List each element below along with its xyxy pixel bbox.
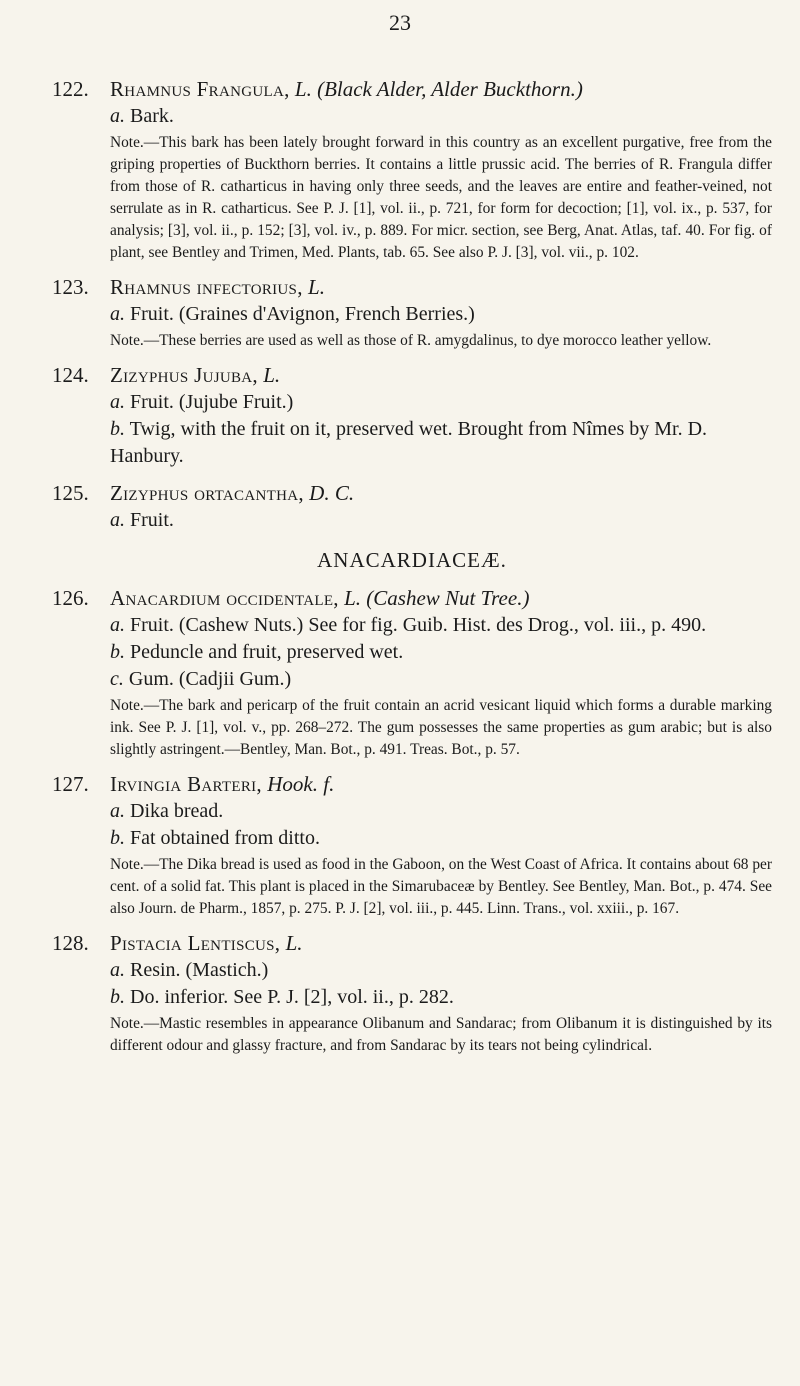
entry-number: 123. (52, 275, 89, 299)
entry-note: Note.—The Dika bread is used as food in the Gaboon, on the West Coast of Africa. It contains about 68 per cent. of a solid fat. This plant is placed in the Simarubaceæ by Bentley. See Bentley, Man. Bot., p. 474. See also Journ. de Pharm., 1857, p. 275. P. J. [2], vol. iii., p. 445. Linn. Trans., vol. xxiii., p. 167. (110, 856, 772, 917)
common-name: (Black Alder, Alder Buckthorn.) (317, 77, 583, 101)
entry-heading (52, 274, 772, 301)
entry-125 (52, 480, 772, 534)
item-letter: a. (110, 800, 125, 822)
list-item (52, 984, 772, 1011)
species-author: L. (308, 275, 325, 299)
entry-127 (52, 771, 772, 920)
entry-note: Note.—Mastic resembles in appearance Olibanum and Sandarac; from Olibanum it is distinguished by its different odour and glassy fracture, and from Sandarac by its tears not being cylindrical. (110, 1015, 772, 1054)
entry-heading (52, 930, 772, 957)
entry-heading (52, 771, 772, 798)
item-text: Fruit. (130, 509, 174, 531)
item-text: Fruit. (Cashew Nuts.) See for fig. Guib. Hist. des Drog., vol. iii., p. 490. (130, 614, 707, 636)
page-number: 23 (389, 10, 411, 35)
item-letter: b. (110, 641, 125, 663)
item-text: Gum. (Cadjii Gum.) (128, 668, 292, 690)
item-letter: a. (110, 509, 125, 531)
species-name: Irvingia Barteri, (110, 772, 262, 796)
item-letter: b. (110, 986, 125, 1008)
entry-number: 122. (52, 77, 89, 101)
item-text: Do. inferior. See P. J. [2], vol. ii., p. 282. (130, 986, 454, 1008)
species-name: Rhamnus Frangula, (110, 77, 290, 101)
item-letter: a. (110, 391, 125, 413)
entry-126 (52, 585, 772, 761)
list-item (52, 507, 772, 534)
entry-123 (52, 274, 772, 352)
list-item (52, 825, 772, 852)
species-name: Zizyphus ortacantha, (110, 481, 304, 505)
page-content (52, 76, 772, 1067)
species-name: Pistacia Lentiscus, (110, 931, 281, 955)
entry-note: Note.—These berries are used as well as those of R. amygdalinus, to dye morocco leather yellow. (110, 332, 712, 349)
entry-number: 126. (52, 586, 89, 610)
item-text: Fruit. (Jujube Fruit.) (130, 391, 294, 413)
entry-number: 124. (52, 363, 89, 387)
item-text: Fruit. (Graines d'Avignon, French Berries.) (130, 303, 475, 325)
item-text: Dika bread. (130, 800, 224, 822)
species-author: Hook. f. (267, 772, 335, 796)
species-author: L. (285, 931, 303, 955)
entry-heading (52, 76, 772, 103)
list-item (52, 666, 772, 693)
item-text: Peduncle and fruit, preserved wet. (130, 641, 404, 663)
list-item (52, 957, 772, 984)
species-name: Anacardium occidentale, (110, 586, 339, 610)
item-letter: a. (110, 105, 125, 127)
item-letter: a. (110, 959, 125, 981)
list-item (52, 416, 772, 470)
item-letter: b. (110, 827, 125, 849)
item-letter: a. (110, 303, 125, 325)
species-name: Rhamnus infectorius, (110, 275, 303, 299)
species-name: Zizyphus Jujuba, (110, 363, 258, 387)
species-author: D. C. (309, 481, 355, 505)
species-author: L. (344, 586, 362, 610)
entry-number: 127. (52, 772, 89, 796)
list-item (52, 301, 772, 328)
item-letter: c. (110, 668, 124, 690)
entry-number: 125. (52, 481, 89, 505)
entry-heading (52, 480, 772, 507)
item-text: Bark. (130, 105, 174, 127)
section-title: ANACARDIACEÆ. (317, 548, 507, 572)
item-letter: b. (110, 418, 125, 440)
species-author: L. (263, 363, 281, 387)
list-item (52, 103, 772, 130)
common-name: (Cashew Nut Tree.) (366, 586, 530, 610)
species-author: L. (294, 77, 312, 101)
list-item (52, 389, 772, 416)
entry-heading (52, 362, 772, 389)
entry-128 (52, 930, 772, 1057)
entry-note: Note.—The bark and pericarp of the fruit contain an acrid vesicant liquid which forms a durable marking ink. See P. J. [1], vol. v., pp. 268–272. The gum possesses the same properties as gum arabic; but is also slightly astringent.—Bentley, Man. Bot., p. 491. Treas. Bot., p. 57. (110, 697, 772, 758)
entry-124 (52, 362, 772, 470)
item-text: Resin. (Mastich.) (130, 959, 269, 981)
item-letter: a. (110, 614, 125, 636)
list-item (52, 612, 772, 639)
item-text: Fat obtained from ditto. (130, 827, 320, 849)
entry-heading (52, 585, 772, 612)
entry-note: Note.—This bark has been lately brought forward in this country as an excellent purgative, free from the griping properties of Buckthorn berries. It contains a little prussic acid. The berries of R. Frangula differ from those of R. catharticus in having only three seeds, and the leaves are entire and feather-veined, not serrulate as in R. catharticus. See P. J. [1], vol. ii., p. 721, for form for decoction; [1], vol. ix., p. 537, for analysis; [3], vol. ii., p. 152; [3], vol. iv., p. 889. For micr. section, see Berg, Anat. Atlas, taf. 40. For fig. of plant, see Bentley and Trimen, Med. Plants, tab. 65. See also P. J. [3], vol. vii., p. 102. (110, 134, 772, 261)
entry-number: 128. (52, 931, 89, 955)
list-item (52, 798, 772, 825)
entry-122 (52, 76, 772, 264)
item-text: Twig, with the fruit on it, preserved wet. Brought from Nîmes by Mr. D. Hanbury. (110, 418, 708, 467)
list-item (52, 639, 772, 666)
